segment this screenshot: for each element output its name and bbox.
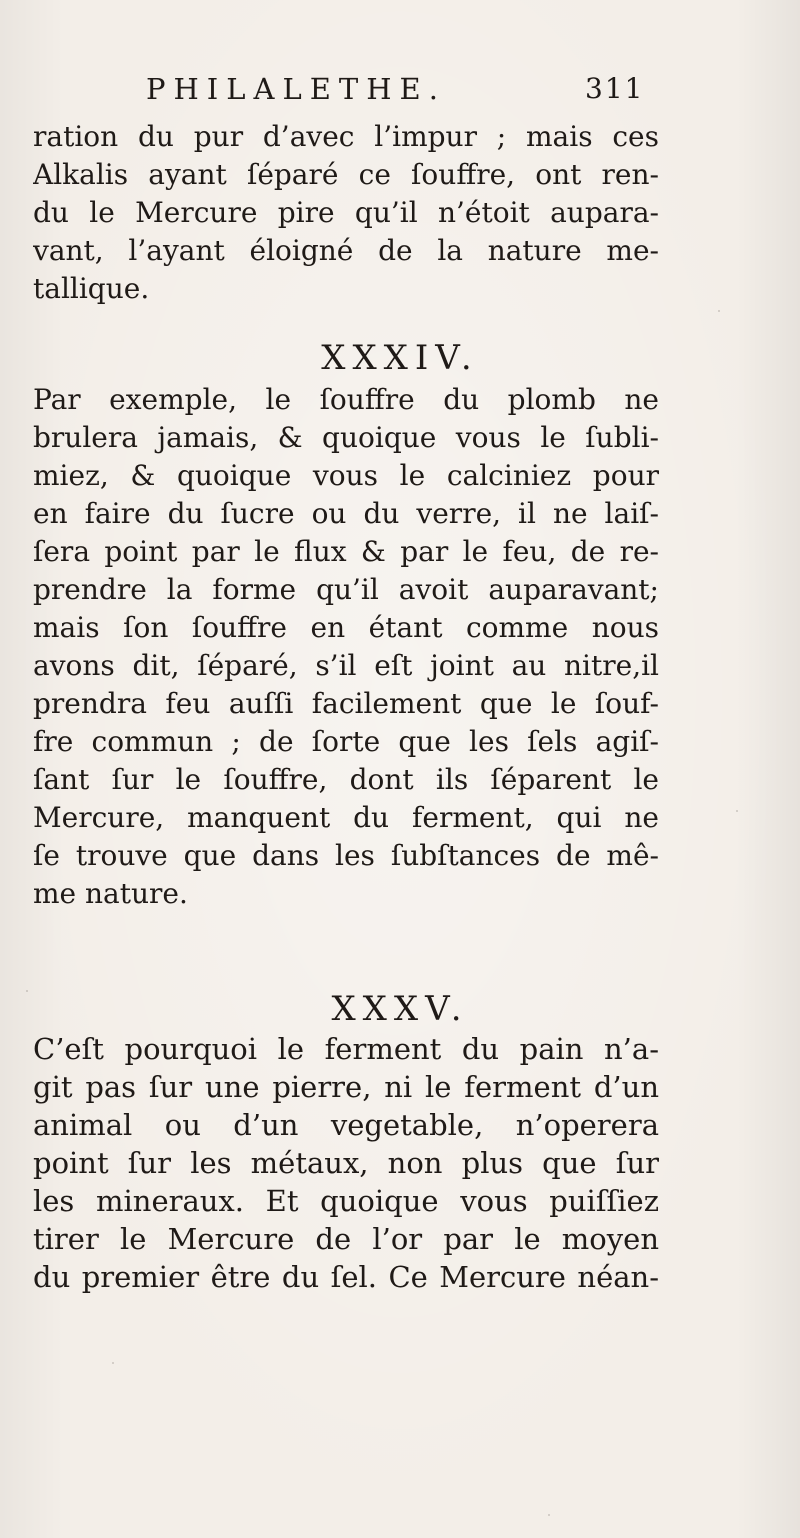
- text-line: miez, & quoique vous le calciniez pour: [33, 459, 659, 492]
- paper-speck: [112, 1362, 114, 1364]
- text-line: animal ou d’un vegetable, n’operera: [33, 1108, 659, 1142]
- paragraph-continuation: [33, 118, 659, 308]
- text-line: Alkalis ayant ſéparé ce ſouffre, ont ren-: [33, 158, 659, 191]
- page-number: 311: [585, 72, 645, 105]
- text-line: tallique.: [33, 272, 150, 305]
- paper-speck: [548, 1514, 550, 1516]
- text-line: ſant ſur le ſouffre, dont ils ſéparent le: [33, 763, 659, 796]
- section-heading-xxxv: XXXV.: [331, 989, 469, 1029]
- text-line: point ſur les métaux, non plus que ſur: [33, 1146, 659, 1180]
- text-line: vant, l’ayant éloigné de la nature me-: [33, 234, 659, 267]
- text-line: mais ſon ſouffre en étant comme nous: [33, 611, 659, 644]
- text-line: ſera point par le flux & par le feu, de re-: [33, 535, 659, 568]
- text-line: en faire du ſucre ou du verre, il ne laiſ-: [33, 497, 659, 530]
- section-xxxiv-paragraph: [33, 381, 659, 913]
- text-line: fre commun ; de ſorte que les ſels agiſ-: [33, 725, 659, 758]
- text-line: prendra feu auſſi facilement que le ſouf-: [33, 687, 659, 720]
- paper-speck: [718, 310, 720, 312]
- text-line: ration du pur d’avec l’impur ; mais ces: [33, 120, 659, 153]
- running-title: PHILALETHE.: [146, 72, 446, 106]
- section-heading-xxxiv: XXXIV.: [321, 338, 479, 378]
- text-line: du premier être du ſel. Ce Mercure néan-: [33, 1260, 659, 1294]
- text-line: tirer le Mercure de l’or par le moyen: [33, 1222, 659, 1256]
- text-line: Par exemple, le ſouffre du plomb ne: [33, 383, 659, 416]
- text-line: me nature.: [33, 877, 188, 910]
- section-xxxv-paragraph: [33, 1030, 659, 1296]
- text-line: brulera jamais, & quoique vous le ſubli-: [33, 421, 659, 454]
- paper-speck: [736, 810, 738, 812]
- text-line: Mercure, manquent du ferment, qui ne: [33, 801, 659, 834]
- text-line: C’eſt pourquoi le ferment du pain n’a-: [33, 1032, 659, 1066]
- text-line: git pas ſur une pierre, ni le ferment d’un: [33, 1070, 659, 1104]
- text-line: avons dit, ſéparé, s’il eſt joint au nitre,il: [33, 649, 659, 682]
- paper-speck: [26, 990, 28, 992]
- text-line: du le Mercure pire qu’il n’étoit aupara-: [33, 196, 659, 229]
- text-line: prendre la forme qu’il avoit auparavant;: [33, 573, 659, 606]
- running-head: [0, 72, 800, 116]
- text-line: les mineraux. Et quoique vous puiſſiez: [33, 1184, 659, 1218]
- text-line: ſe trouve que dans les ſubſtances de mê-: [33, 839, 659, 872]
